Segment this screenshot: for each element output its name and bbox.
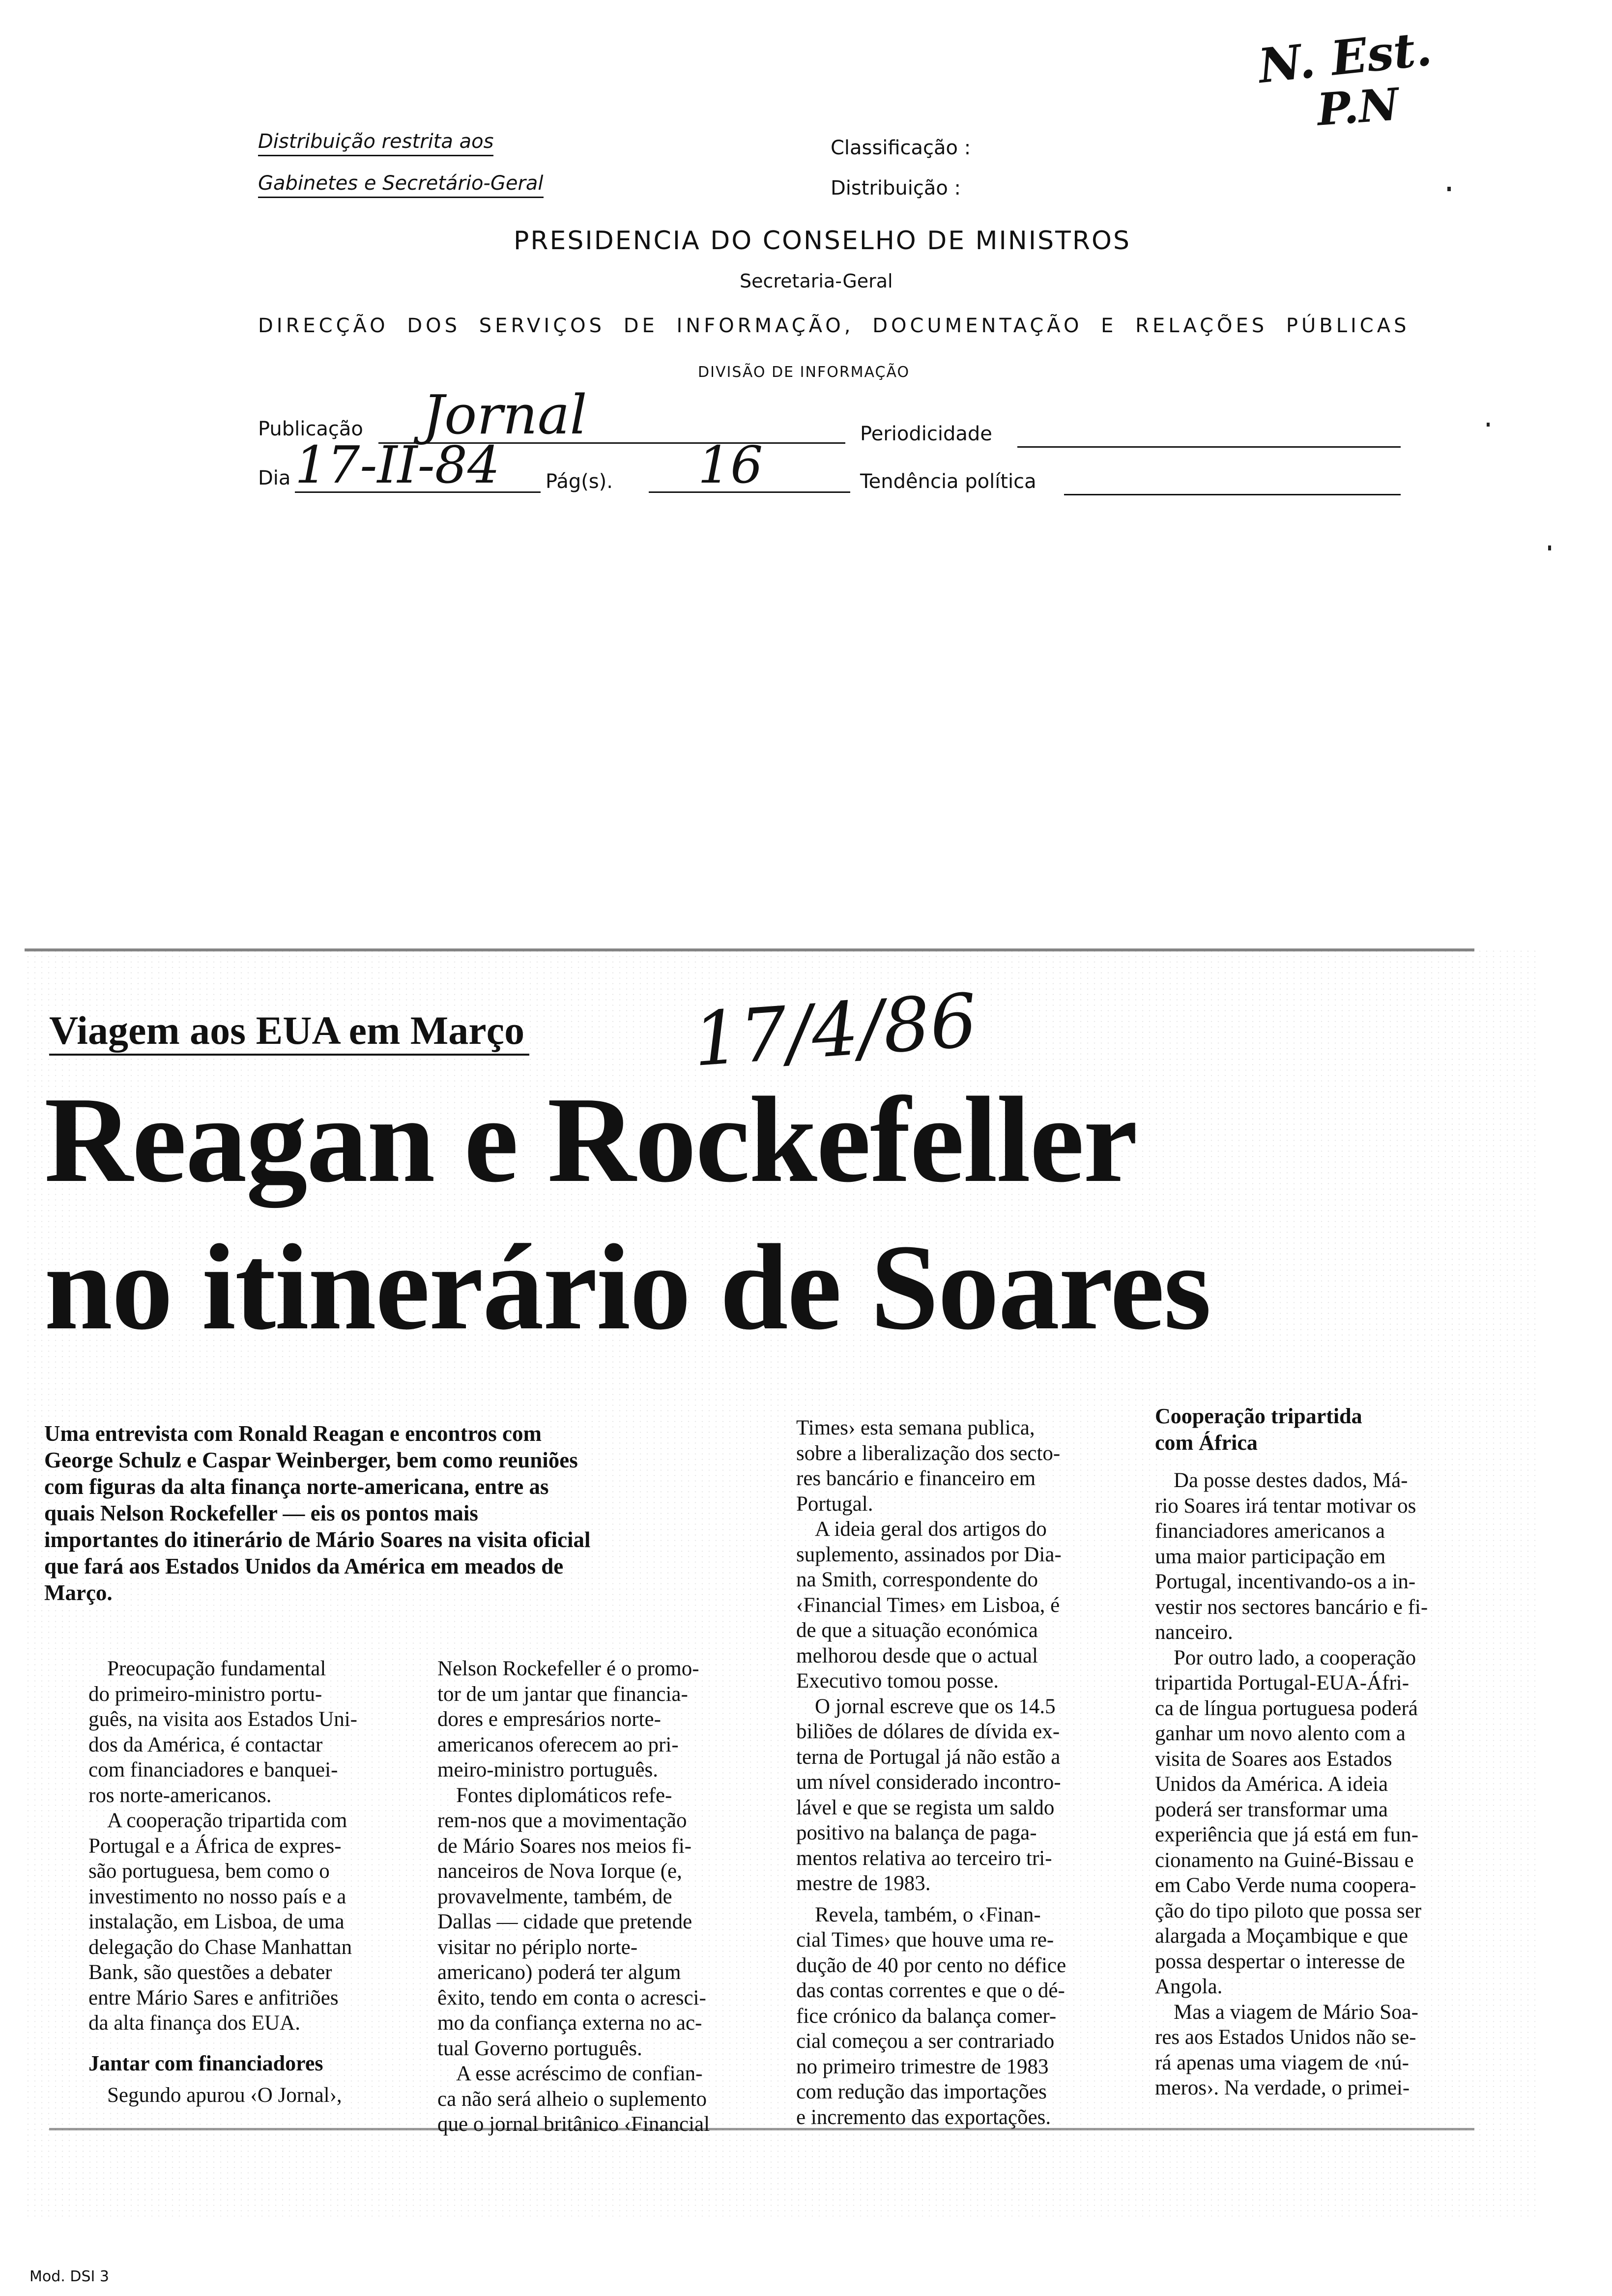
article-column-1 [88,1656,432,2108]
text-line: rio Soares irá tentar motivar os [1155,1494,1416,1518]
text-line: terna de Portugal já não estão a [796,1745,1061,1769]
text-line: são portuguesa, bem como o [88,1860,330,1883]
article-column-4 [1155,1403,1509,2101]
lead-line: Março. [44,1580,113,1605]
text-line: Dallas — cidade que pretende [437,1910,692,1933]
text-line: Times› esta semana publica, [796,1416,1035,1439]
text-line: Fontes diplomáticos refe- [456,1783,672,1807]
text-line: dores e empresários norte- [437,1708,661,1731]
tendencia-label: Tendência política [860,470,1036,493]
text-line: Unidos da América. A ideia [1155,1773,1388,1796]
periodicidade-label: Periodicidade [860,423,992,445]
text-line: Por outro lado, a cooperação [1174,1646,1416,1669]
lead-line: Uma entrevista com Ronald Reagan e encontros com [44,1421,542,1446]
text-line: Mas a viagem de Mário Soa- [1174,2000,1418,2024]
text-line: ca de língua portuguesa poderá [1155,1696,1418,1720]
text-line: mestre de 1983. [796,1872,931,1895]
text-line: A cooperação tripartida com [107,1809,347,1832]
col2-paragraph-3 [437,2061,791,2137]
text-line: res aos Estados Unidos não se- [1155,2026,1416,2049]
text-line: no primeiro trimestre de 1983 [796,2055,1049,2078]
text-line: sobre a liberalização dos secto- [796,1441,1061,1465]
text-line: em Cabo Verde numa coopera- [1155,1874,1416,1897]
text-line: meiro-ministro português. [437,1758,659,1781]
col1-paragraph-2 [88,1808,432,2036]
headline-line-2: no itinerário de Soares [44,1219,1210,1355]
text-line: A esse acréscimo de confian- [456,2062,703,2085]
publicacao-handwritten-value: Jornal [423,383,587,446]
lead-line: importantes do itinerário de Mário Soares na visita oficial [44,1527,591,1552]
col3-paragraph-4 [796,1902,1150,2130]
form-model-number: Mod. DSI 3 [29,2268,109,2285]
text-line: suplemento, assinados por Dia- [796,1543,1062,1566]
header-direccao: DIRECÇÃO DOS SERVIÇOS DE INFORMAÇÃO, DOCUMENTAÇÃO E RELAÇÕES PÚBLICAS [258,315,1410,337]
text-line: rá apenas uma viagem de ‹nú- [1155,2051,1409,2074]
lead-line: que fará aos Estados Unidos da América em meados de [44,1554,564,1578]
text-line: O jornal escreve que os 14.5 [815,1694,1056,1718]
publicacao-label: Publicação [258,418,363,440]
text-line: financiadores americanos a [1155,1520,1385,1543]
col1-subhead: Jantar com financiadores [88,2051,323,2075]
pag-label: Pág(s). [546,470,613,493]
text-line: Angola. [1155,1975,1223,1998]
text-line: Bank, são questões a debater [88,1961,332,1984]
subhead-line: com África [1155,1431,1258,1455]
text-line: mo da confiança externa no ac- [437,2011,702,2035]
text-line: Executivo tomou posse. [796,1669,999,1693]
lead-line: George Schulz e Caspar Weinberger, bem como reuniões [44,1448,578,1472]
text-line: um nível considerado incontro- [796,1771,1061,1794]
periodicidade-field-line [1017,446,1401,448]
article-lead [44,1420,781,1606]
text-line: ca não será alheio o suplemento [437,2087,707,2111]
article-column-2 [437,1656,791,2137]
text-line: visita de Soares aos Estados [1155,1747,1392,1771]
text-line: fice crónico da balança comer- [796,2004,1057,2028]
subhead-line: Cooperação tripartida [1155,1404,1362,1428]
text-line: dos da América, é contactar [88,1733,323,1756]
text-line: tual Governo português. [437,2037,642,2060]
col2-paragraph-1 [437,1656,791,1783]
text-line: Segundo apurou ‹O Jornal›, [107,2084,342,2107]
text-line: Revela, também, o ‹Finan- [815,1903,1041,1926]
col3-paragraph-3 [796,1694,1150,1896]
text-line: experiência que já está em fun- [1155,1823,1419,1846]
text-line: das contas correntes e que o dé- [796,1979,1065,2002]
text-line: alargada a Moçambique e que [1155,1924,1408,1948]
text-line: A ideia geral dos artigos do [815,1518,1047,1541]
restricted-distribution-line1: Distribuição restrita aos [258,130,493,156]
pag-handwritten-value: 16 [698,435,763,495]
text-line: dução de 40 por cento no défice [796,1953,1066,1977]
newspaper-clipping [25,948,1538,2216]
text-line: ‹Financial Times› em Lisboa, é [796,1593,1060,1617]
text-line: entre Mário Sares e anfitriões [88,1986,339,2009]
text-line: Portugal. [796,1492,873,1516]
classificacao-label: Classificação : [831,137,971,159]
header-subtitle: Secretaria-Geral [740,270,893,292]
text-line: res bancário e financeiro em [796,1467,1036,1490]
text-line: tripartida Portugal-EUA-Áfri- [1155,1671,1410,1694]
text-line: e incremento das exportações. [796,2105,1051,2129]
text-line: americano) poderá ter algum [437,1961,681,1984]
text-line: ganhar um novo alento com a [1155,1722,1406,1745]
speck-2 [1487,423,1490,427]
handwritten-corner-note-1: N. Est. [1256,20,1435,94]
article-column-3 [796,1415,1150,2130]
text-line: Portugal, incentivando-os a in- [1155,1570,1416,1593]
text-line: de que a situação económica [796,1619,1038,1642]
text-line: do primeiro-ministro portu- [88,1682,322,1706]
text-line: cial Times› que houve uma re- [796,1928,1054,1952]
header-title: PRESIDENCIA DO CONSELHO DE MINISTROS [514,226,1131,256]
clipping-top-border [25,948,1474,951]
text-line: rem-nos que a movimentação [437,1809,687,1832]
text-line: meros›. Na verdade, o primei- [1155,2076,1410,2099]
text-line: êxito, tendo em conta o acresci- [437,1986,706,2009]
text-line: melhorou desde que o actual [796,1644,1038,1667]
article-kicker: Viagem aos EUA em Março [49,1007,529,1056]
text-line: cionamento na Guiné-Bissau e [1155,1848,1414,1872]
handwritten-date-stamp: 17/4/86 [690,978,980,1083]
text-line: delegação do Chase Manhattan [88,1935,352,1959]
speck-1 [1447,187,1451,191]
text-line: poderá ser transformar uma [1155,1798,1388,1821]
text-line: nanceiros de Nova Iorque (e, [437,1860,682,1883]
speck-3 [1548,545,1551,550]
handwritten-corner-note-2: P.N [1315,78,1401,136]
distribuicao-label: Distribuição : [831,177,961,200]
col1-paragraph-1 [88,1656,432,1808]
text-line: guês, na visita aos Estados Uni- [88,1708,357,1731]
text-line: nanceiro. [1155,1621,1233,1644]
text-line: mentos relativa ao terceiro tri- [796,1846,1052,1870]
col4-subhead [1155,1403,1509,1456]
col4-paragraph-1 [1155,1468,1509,1645]
text-line: possa despertar o interesse de [1155,1950,1405,1973]
lead-line: quais Nelson Rockefeller — eis os pontos mais [44,1501,478,1525]
text-line: provavelmente, também, de [437,1885,672,1908]
col2-paragraph-2 [437,1783,791,2062]
text-line: biliões de dólares de dívida ex- [796,1720,1060,1743]
text-line: lável e que se regista um saldo [796,1796,1055,1819]
text-line: Nelson Rockefeller é o promo- [437,1657,699,1680]
headline-line-1: Reagan e Rockefeller [44,1072,1137,1208]
text-line: positivo na balança de paga- [796,1821,1037,1844]
dia-label: Dia [258,467,291,489]
dia-handwritten-value: 17-II-84 [295,435,500,495]
text-line: com financiadores e banquei- [88,1758,338,1781]
text-line: americanos oferecem ao pri- [437,1733,679,1756]
text-line: cial começou a ser contrariado [796,2030,1055,2053]
text-line: uma maior participação em [1155,1545,1386,1568]
col4-paragraph-3 [1155,2000,1509,2101]
lead-line: com figuras da alta finança norte-americana, entre as [44,1474,549,1499]
col4-paragraph-2 [1155,1645,1509,2000]
col3-paragraph-2 [796,1517,1150,1694]
text-line: instalação, em Lisboa, de uma [88,1910,345,1933]
text-line: investimento no nosso país e a [88,1885,346,1908]
header-divisao: DIVISÃO DE INFORMAÇÃO [698,364,910,381]
text-line: ção do tipo piloto que possa ser [1155,1899,1422,1923]
tendencia-field-line [1064,494,1401,495]
restricted-distribution-line2: Gabinetes e Secretário-Geral [258,172,544,198]
text-line: Da posse destes dados, Má- [1174,1469,1408,1492]
text-line: com redução das importações [796,2080,1047,2103]
text-line: visitar no périplo norte- [437,1935,638,1959]
text-line: da alta finança dos EUA. [88,2011,301,2035]
text-line: tor de um jantar que financia- [437,1682,688,1706]
text-line: vestir nos sectores bancário e fi- [1155,1595,1428,1619]
col3-paragraph-1 [796,1415,1150,1517]
text-line: Preocupação fundamental [107,1657,326,1680]
text-line: ros norte-americanos. [88,1783,272,1807]
text-line: que o jornal britânico ‹Financial [437,2113,710,2136]
text-line: Portugal e a África de expres- [88,1834,342,1858]
text-line: na Smith, correspondente do [796,1568,1038,1591]
text-line: de Mário Soares nos meios fi- [437,1834,692,1858]
